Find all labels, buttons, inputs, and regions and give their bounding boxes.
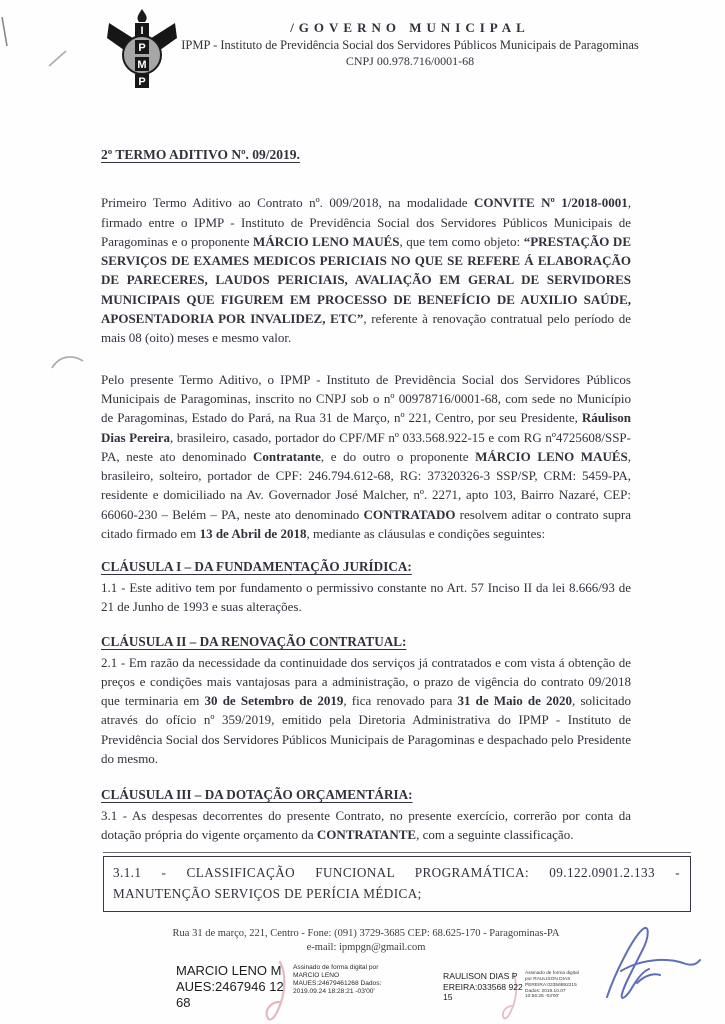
clause-2-body: 2.1 - Em razão da necessidade da continuidade dos serviços já contratados e com vista á obtenção de preços e condições mais vantajosas para a administração, o prazo de vigência do contrato 09/2018 que terminaria em 30 de Setembro de 2019, fica renovado para 31 de Maio de 2020, solicitado através do ofício nº 359/2019, emitido pela Diretoria Administrativa do IPMP - Instituto de Previdência Social dos Servidores Públicos Municipais de Paragominas e despachado pelo Presidente do mesmo. — [101, 654, 631, 767]
digital-signature-right-details: Assinado de forma digital por RAULISON DIAS PEREIRA:03356892215 Dados: 2019.10.07 10:56:25 -03'00' — [525, 971, 579, 1000]
paragraph-parties: Pelo presente Termo Aditivo, o IPMP - Instituto de Previdência Social dos Servidores Públicos Municipais de Paragominas, inscrito no CNPJ sob o nº 00978716/0001-68, com sede no Município de Paragominas, Estado do Pará, na Rua 31 de Março, nº 221, Centro, por seu Presidente, Ráulison Dias Pereira, brasileiro, casado, portador do CPF/MF nº 033.568.922-15 e com RG nº4725608/SSP-PA, neste ato denominado Contratante, e do outro o proponente MÁRCIO LENO MAUÉS, brasileiro, solteiro, portador de CPF: 246.794.612-68, RG: 37320326-3 SSP/SP, CRM: 5459-PA, residente e domiciliado na Av. Governador José Malcher, nº. 2271, apto 103, Bairro Nazaré, CEP: 66060-230 – Belém – PA, neste ato denominado CONTRATADO resolvem aditar o contrato supra citado firmado em 13 de Abril de 2018, mediante as cláusulas e condições seguintes: — [101, 371, 632, 542]
letterhead-text — [180, 20, 640, 69]
handwritten-signature-blue — [593, 923, 703, 1008]
institution-name: IPMP - Instituto de Previdência Social dos Servidores Públicos Municipais de Paragominas — [181, 38, 639, 52]
ipmp-logo — [106, 7, 178, 97]
box-top-rule — [103, 852, 691, 853]
paragraph-recitals: Primeiro Termo Aditivo ao Contrato nº. 009/2018, na modalidade CONVITE Nº 1/2018-0001, firmado entre o IPMP - Instituto de Previdência Social dos Servidores Públicos Municipais de Paragominas e o proponente MÁRCIO LENO MAUÉS, que tem como objeto: “PRESTAÇÃO DE SERVIÇOS DE EXAMES MEDICOS PERICIAIS NO QUE SE REFERE Á ELABORAÇÃO DE PARECERES, LAUDOS PERICIAIS, AVALIAÇÃO EM GERAL DE SERVIDORES MUNICIPAIS QUE FIGUREM EM PROCESSO DE BENEFÍCIO DE AUXILIO SAÚDE, APOSENTADORIA POR INVALIDEZ, ETC”, referente à renovação contratual pelo período de mais 08 (oito) meses e mesmo valor. — [101, 195, 631, 346]
cnpj-line: CNPJ 00.978.716/0001-68 — [345, 54, 475, 68]
document-body — [0, 145, 725, 955]
document-title-text: 2º TERMO ADITIVO Nº. 09/2019. — [101, 147, 300, 162]
clause-1-heading: CLÁUSULA I – DA FUNDAMENTAÇÃO JURÍDICA: — [101, 559, 412, 575]
pen-mark-margin — [50, 352, 86, 374]
classification-box — [103, 856, 691, 912]
clause-3-heading: CLÁUSULA III – DA DOTAÇÃO ORÇAMENTÁRIA: — [101, 787, 413, 803]
classification-line2: MANUTENÇÃO SERVIÇOS DE PERÍCIA MÉDICA; — [113, 886, 422, 902]
clause-1-body: 1.1 - Este aditivo tem por fundamento o permissivo constante no Art. 57 Inciso II da lei 8.666/93 de 21 de Junho de 1993 e suas alterações. — [101, 579, 631, 614]
signature-area — [0, 955, 725, 1024]
digital-signature-right-name: RAULISON DIAS PEREIRA:033568 92215 — [443, 971, 523, 1003]
letterhead — [0, 0, 725, 98]
footer-contact — [101, 927, 631, 955]
clause-3-body: 3.1 - As despesas decorrentes do presente Contrato, no presente exercício, correrão por conta da dotação própria do vigente orçamento da CONTRATANTE, com a seguinte classificação. — [101, 807, 631, 842]
logo-letter: P — [138, 76, 146, 88]
logo-letter: I — [140, 25, 144, 37]
footer-address: Rua 31 de março, 221, Centro - Fone: (091) 3729-3685 CEP: 68.625-170 - Paragominas-PA — [172, 928, 560, 940]
government-line: /GOVERNO MUNICIPAL — [290, 20, 530, 35]
logo-letter: P — [138, 42, 146, 54]
classification-line1: 3.1.1 - CLASSIFICAÇÃO FUNCIONAL PROGRAMÁTICA: 09.122.0901.2.133 - — [113, 865, 680, 881]
footer-email: e-mail: ipmpgn@gmail.com — [306, 942, 426, 954]
logo-letter: M — [137, 59, 147, 71]
digital-signature-left-name: MARCIO LENO MAUES:2467946 1268 — [176, 963, 284, 1011]
classification-box-wrap — [103, 852, 691, 912]
digital-signature-left-details: Assinado de forma digital por MARCIO LENO MAUES:24679461268 Dados: 2019.09.24 18:28:21 -03'00' — [293, 964, 382, 996]
clause-2-heading: CLÁUSULA II – DA RENOVAÇÃO CONTRATUAL: — [101, 634, 407, 650]
document-title — [101, 145, 631, 164]
